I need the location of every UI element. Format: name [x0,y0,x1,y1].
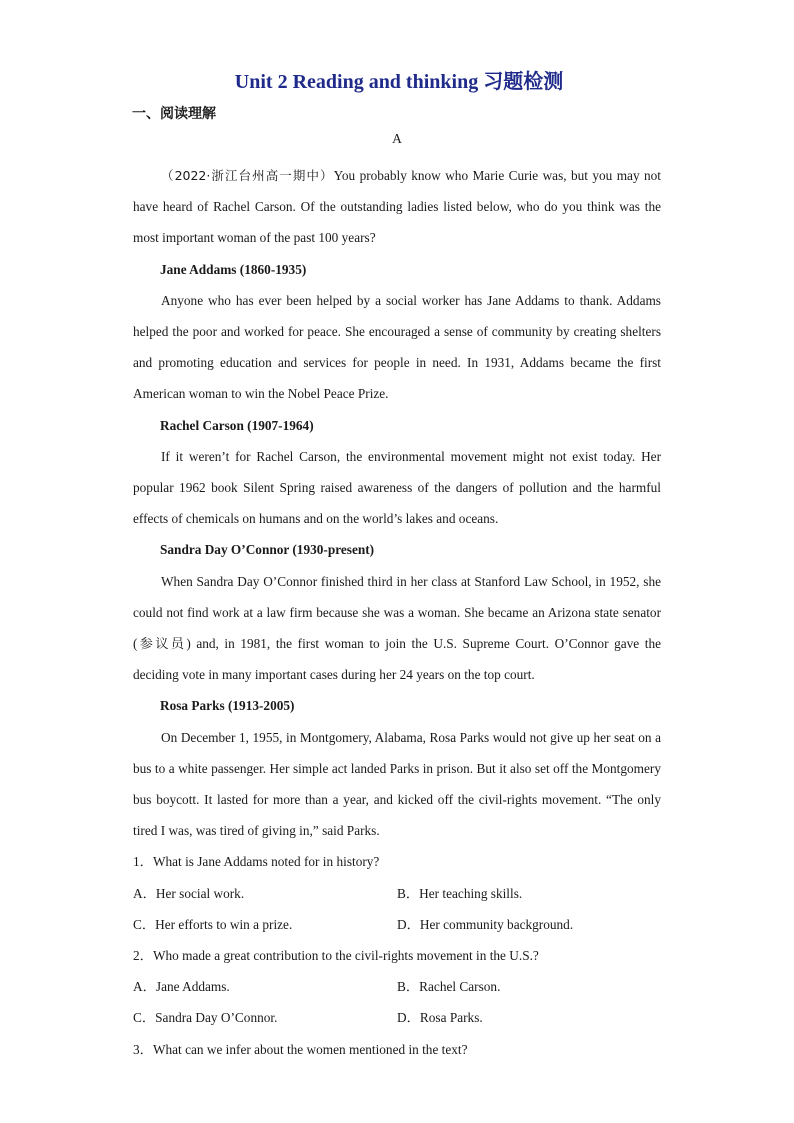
worksheet-page [132,68,661,1057]
passage-intro-text: You probably know who Marie Curie was, but you may not have heard of Rachel Carson. Of the outstanding ladies listed below, who do you think was the most important woman of the past 100 years? [133,168,661,246]
question-stem: 3．What can we infer about the women mentioned in the text? [133,1041,468,1057]
option-c[interactable]: C．Sandra Day O’Connor. [133,1010,278,1026]
option-a[interactable]: A．Her social work. [133,885,245,901]
option-b[interactable]: B．Her teaching skills. [397,885,523,901]
section-heading: 一、阅读理解 [132,106,216,122]
option-row [133,971,661,1002]
option-row [133,909,661,940]
passage-intro [133,160,661,254]
person-name: Sandra Day O’Connor (1930-present) [160,542,375,558]
option-d[interactable]: D．Rosa Parks. [397,1010,483,1026]
option-d[interactable]: D．Her community background. [397,916,574,932]
passage-letter: A [392,131,402,146]
option-a[interactable]: A．Jane Addams. [133,979,230,995]
person-name: Rosa Parks (1913-2005) [160,698,295,714]
passage-body [133,129,661,1065]
page-title: Unit 2 Reading and thinking 习题检测 [234,71,564,93]
option-c[interactable]: C．Her efforts to win a prize. [133,916,293,932]
person-paragraph: If it weren’t for Rachel Carson, the environmental movement might not exist today. Her popular 1962 book Silent Spring raised awareness of the dangers of pollution and the harmful effects of chemicals on humans and on the world’s lakes and oceans. [133,448,661,527]
option-row [133,1002,661,1033]
person-paragraph: On December 1, 1955, in Montgomery, Alabama, Rosa Parks would not give up her seat on a bus to a white passenger. Her simple act landed Parks in prison. But it also set off the Montgomery bus boycott. It lasted for more than a year, and kicked off the civil-rights movement. “The only tired I was, was tired of giving in,” said Parks. [133,729,661,839]
question-stem: 2．Who made a great contribution to the civil-rights movement in the U.S.? [133,948,539,964]
person-paragraph: When Sandra Day O’Connor finished third in her class at Stanford Law School, in 1952, she could not find work at a law firm because she was a woman. She became an Arizona state senator (参议员) and, in 1981, the first woman to join the U.S. Supreme Court. O’Connor gave the deciding vote in many important cases during her 24 years on the top court. [133,573,661,683]
option-row [133,878,661,909]
question-stem: 1．What is Jane Addams noted for in history? [133,854,380,870]
passage-source: （2022·浙江台州高一期中） [161,168,334,183]
person-name: Jane Addams (1860-1935) [160,261,307,277]
person-paragraph: Anyone who has ever been helped by a social worker has Jane Addams to thank. Addams helped the poor and worked for peace. She encouraged a sense of community by creating shelters and promoting education and services for people in need. In 1931, Addams became the first American woman to win the Nobel Peace Prize. [133,292,661,402]
option-b[interactable]: B．Rachel Carson. [397,979,501,995]
person-name: Rachel Carson (1907-1964) [160,417,314,433]
